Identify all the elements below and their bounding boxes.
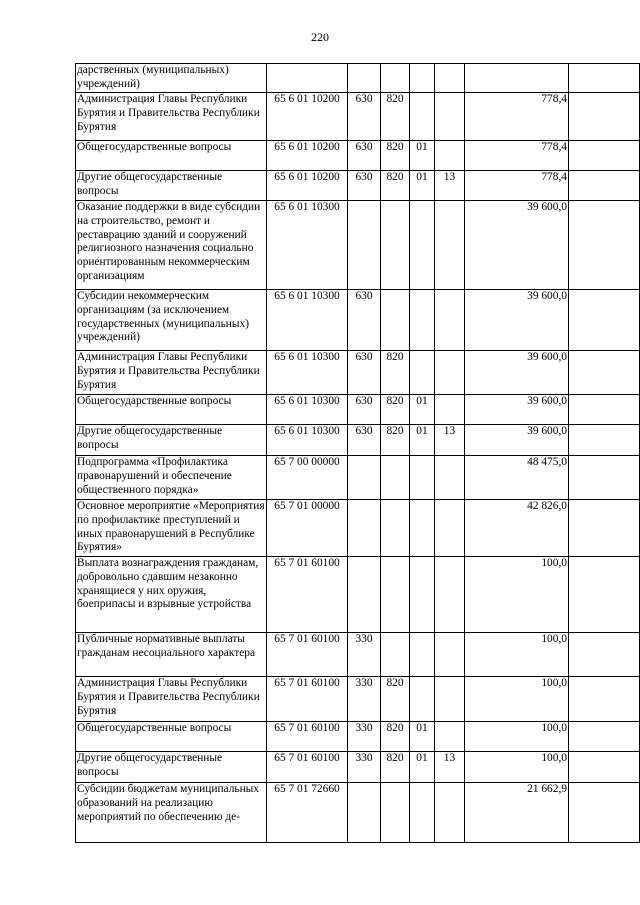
expense-type-cell	[348, 557, 381, 633]
expense-type-cell: 630	[348, 93, 381, 141]
subsection-cell	[435, 557, 465, 633]
target-code-cell: 65 7 01 00000	[267, 500, 348, 557]
grbs-cell	[381, 783, 410, 843]
amount-cell: 39 600,0	[465, 425, 569, 456]
expense-type-cell	[348, 783, 381, 843]
target-code-cell: 65 6 01 10300	[267, 290, 348, 351]
table-row	[76, 500, 640, 557]
table-row	[76, 677, 640, 722]
grbs-cell: 820	[381, 141, 410, 171]
subsection-cell	[435, 722, 465, 752]
amount-cell: 39 600,0	[465, 395, 569, 425]
expense-type-cell	[348, 456, 381, 500]
row-name-cell: дарственных (муниципальных) учреждений)	[76, 64, 267, 93]
target-code-cell: 65 7 01 60100	[267, 752, 348, 783]
table-row	[76, 722, 640, 752]
grbs-cell: 820	[381, 395, 410, 425]
budget-table	[75, 63, 640, 843]
section-cell: 01	[410, 722, 435, 752]
row-name-cell: Общегосударственные вопросы	[76, 395, 267, 425]
grbs-cell	[381, 557, 410, 633]
target-code-cell: 65 6 01 10200	[267, 171, 348, 201]
amount-cell: 42 826,0	[465, 500, 569, 557]
table-row	[76, 783, 640, 843]
expense-type-cell	[348, 64, 381, 93]
amount-cell	[465, 64, 569, 93]
table-row	[76, 351, 640, 395]
section-cell	[410, 201, 435, 290]
grbs-cell	[381, 64, 410, 93]
expense-type-cell: 330	[348, 722, 381, 752]
subsection-cell	[435, 351, 465, 395]
amount-cell: 778,4	[465, 141, 569, 171]
target-code-cell: 65 6 01 10300	[267, 395, 348, 425]
section-cell	[410, 677, 435, 722]
target-code-cell: 65 7 01 60100	[267, 722, 348, 752]
target-code-cell	[267, 64, 348, 93]
empty-cell	[569, 201, 640, 290]
subsection-cell: 13	[435, 171, 465, 201]
subsection-cell	[435, 633, 465, 677]
section-cell: 01	[410, 395, 435, 425]
table-row	[76, 201, 640, 290]
empty-cell	[569, 557, 640, 633]
subsection-cell	[435, 395, 465, 425]
grbs-cell: 820	[381, 93, 410, 141]
empty-cell	[569, 141, 640, 171]
row-name-cell: Другие общегосударственные вопросы	[76, 171, 267, 201]
section-cell	[410, 290, 435, 351]
grbs-cell	[381, 290, 410, 351]
grbs-cell: 820	[381, 677, 410, 722]
expense-type-cell: 630	[348, 141, 381, 171]
row-name-cell: Другие общегосударственные вопросы	[76, 752, 267, 783]
subsection-cell	[435, 64, 465, 93]
grbs-cell	[381, 500, 410, 557]
table-row	[76, 425, 640, 456]
grbs-cell: 820	[381, 752, 410, 783]
table-row	[76, 141, 640, 171]
section-cell: 01	[410, 171, 435, 201]
empty-cell	[569, 633, 640, 677]
amount-cell: 39 600,0	[465, 201, 569, 290]
table-row	[76, 171, 640, 201]
empty-cell	[569, 290, 640, 351]
empty-cell	[569, 722, 640, 752]
target-code-cell: 65 7 01 60100	[267, 633, 348, 677]
row-name-cell: Основное мероприятие «Мероприятия по профилактике преступлений и иных правонарушений в Республике Бурятия»	[76, 500, 267, 557]
amount-cell: 100,0	[465, 633, 569, 677]
grbs-cell: 820	[381, 351, 410, 395]
grbs-cell: 820	[381, 425, 410, 456]
section-cell	[410, 93, 435, 141]
expense-type-cell: 630	[348, 290, 381, 351]
table-row	[76, 290, 640, 351]
expense-type-cell: 330	[348, 752, 381, 783]
subsection-cell	[435, 677, 465, 722]
target-code-cell: 65 7 00 00000	[267, 456, 348, 500]
table-row	[76, 557, 640, 633]
section-cell	[410, 351, 435, 395]
subsection-cell	[435, 290, 465, 351]
row-name-cell: Администрация Главы Республики Бурятия и Правительства Республики Бурятия	[76, 677, 267, 722]
empty-cell	[569, 171, 640, 201]
section-cell	[410, 633, 435, 677]
grbs-cell: 820	[381, 171, 410, 201]
expense-type-cell: 330	[348, 677, 381, 722]
row-name-cell: Публичные нормативные выплаты гражданам несоциального характера	[76, 633, 267, 677]
amount-cell: 778,4	[465, 93, 569, 141]
amount-cell: 100,0	[465, 752, 569, 783]
target-code-cell: 65 6 01 10300	[267, 351, 348, 395]
subsection-cell	[435, 201, 465, 290]
section-cell	[410, 456, 435, 500]
amount-cell: 39 600,0	[465, 290, 569, 351]
expense-type-cell	[348, 500, 381, 557]
expense-type-cell: 630	[348, 425, 381, 456]
section-cell	[410, 783, 435, 843]
target-code-cell: 65 7 01 60100	[267, 557, 348, 633]
expense-type-cell: 630	[348, 395, 381, 425]
amount-cell: 100,0	[465, 722, 569, 752]
section-cell: 01	[410, 425, 435, 456]
row-name-cell: Администрация Главы Республики Бурятия и Правительства Республики Бурятия	[76, 93, 267, 141]
target-code-cell: 65 6 01 10300	[267, 201, 348, 290]
expense-type-cell	[348, 201, 381, 290]
amount-cell: 39 600,0	[465, 351, 569, 395]
amount-cell: 778,4	[465, 171, 569, 201]
subsection-cell	[435, 500, 465, 557]
target-code-cell: 65 7 01 72660	[267, 783, 348, 843]
row-name-cell: Субсидии некоммерческим организациям (за исключением государственных (муниципальных) учреждений)	[76, 290, 267, 351]
amount-cell: 48 475,0	[465, 456, 569, 500]
empty-cell	[569, 425, 640, 456]
row-name-cell: Оказание поддержки в виде субсидии на строительство, ремонт и реставрацию зданий и сооружений религиозного назначения социально ориентированным некоммерческим организациям	[76, 201, 267, 290]
target-code-cell: 65 6 01 10200	[267, 93, 348, 141]
section-cell	[410, 500, 435, 557]
table-row	[76, 395, 640, 425]
row-name-cell: Субсидии бюджетам муниципальных образований на реализацию мероприятий по обеспечению де-	[76, 783, 267, 843]
target-code-cell: 65 6 01 10200	[267, 141, 348, 171]
row-name-cell: Общегосударственные вопросы	[76, 141, 267, 171]
row-name-cell: Подпрограмма «Профилактика правонарушений и обеспечение общественного порядка»	[76, 456, 267, 500]
section-cell: 01	[410, 141, 435, 171]
section-cell	[410, 557, 435, 633]
row-name-cell: Общегосударственные вопросы	[76, 722, 267, 752]
grbs-cell	[381, 201, 410, 290]
row-name-cell: Администрация Главы Республики Бурятия и Правительства Республики Бурятия	[76, 351, 267, 395]
empty-cell	[569, 64, 640, 93]
expense-type-cell: 330	[348, 633, 381, 677]
subsection-cell: 13	[435, 752, 465, 783]
grbs-cell	[381, 633, 410, 677]
subsection-cell	[435, 783, 465, 843]
empty-cell	[569, 500, 640, 557]
grbs-cell	[381, 456, 410, 500]
row-name-cell: Другие общегосударственные вопросы	[76, 425, 267, 456]
empty-cell	[569, 395, 640, 425]
section-cell: 01	[410, 752, 435, 783]
subsection-cell	[435, 456, 465, 500]
table-row	[76, 752, 640, 783]
expense-type-cell: 630	[348, 351, 381, 395]
section-cell	[410, 64, 435, 93]
page-number: 220	[311, 30, 329, 44]
target-code-cell: 65 7 01 60100	[267, 677, 348, 722]
empty-cell	[569, 677, 640, 722]
empty-cell	[569, 456, 640, 500]
empty-cell	[569, 783, 640, 843]
subsection-cell: 13	[435, 425, 465, 456]
amount-cell: 21 662,9	[465, 783, 569, 843]
amount-cell: 100,0	[465, 557, 569, 633]
empty-cell	[569, 93, 640, 141]
expense-type-cell: 630	[348, 171, 381, 201]
target-code-cell: 65 6 01 10300	[267, 425, 348, 456]
grbs-cell: 820	[381, 722, 410, 752]
table-row	[76, 633, 640, 677]
row-name-cell: Выплата вознаграждения гражданам, добровольно сдавшим незаконно хранящиеся у них оружия, боеприпасы и взрывные устройства	[76, 557, 267, 633]
table-row	[76, 93, 640, 141]
table-row	[76, 456, 640, 500]
amount-cell: 100,0	[465, 677, 569, 722]
empty-cell	[569, 752, 640, 783]
subsection-cell	[435, 141, 465, 171]
table-row	[76, 64, 640, 93]
subsection-cell	[435, 93, 465, 141]
empty-cell	[569, 351, 640, 395]
